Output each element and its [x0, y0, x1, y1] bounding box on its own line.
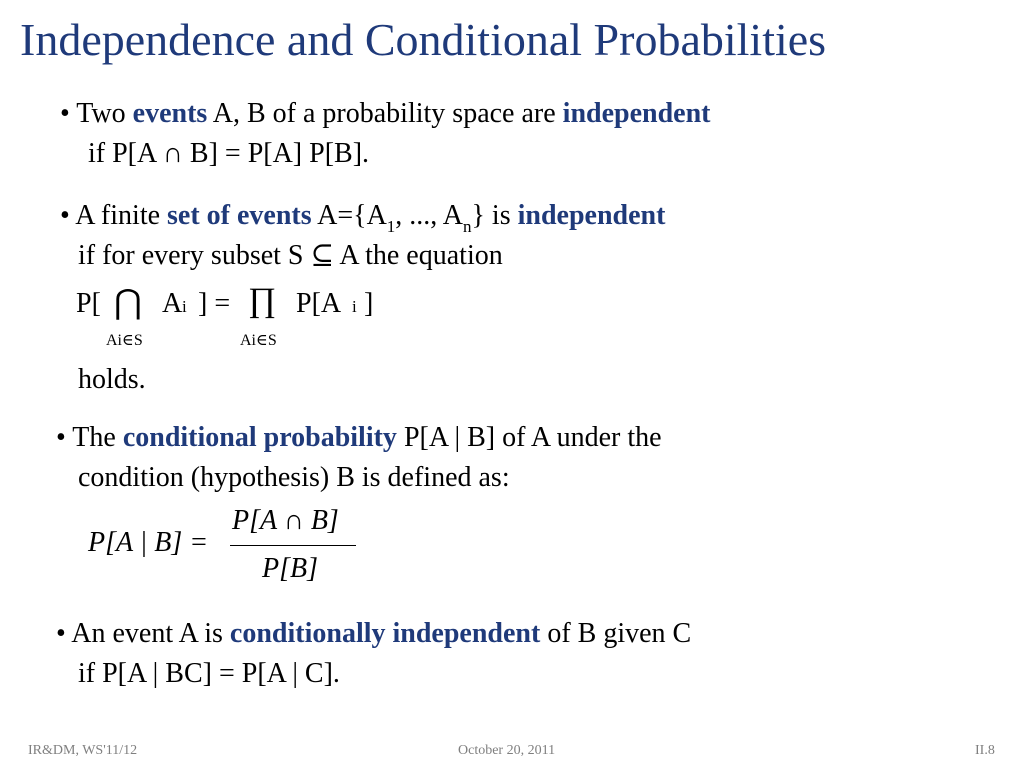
subscript: 1: [386, 217, 396, 236]
formula-numerator: P[A ∩ B]: [232, 505, 339, 536]
slide-title: Independence and Conditional Probabilities: [20, 14, 827, 65]
text: • An event A is: [56, 618, 230, 649]
text: A={A: [311, 200, 387, 231]
bullet-conditional-independence: [56, 614, 691, 654]
keyword-set-of-events: set of events: [167, 200, 312, 231]
formula-lhs: P[A | B] =: [88, 527, 209, 558]
formula-denominator: P[B]: [262, 553, 318, 584]
eq-subscript-i: i: [352, 297, 357, 316]
bullet-independent-events-line2: if P[A ∩ B] = P[A] P[B].: [88, 138, 370, 169]
fraction-bar: [230, 545, 356, 546]
keyword-independent: independent: [517, 200, 666, 231]
text: , ..., A: [395, 200, 463, 231]
subscript: n: [462, 217, 472, 236]
footer-slide-number: II.8: [975, 743, 995, 758]
keyword-independent: independent: [562, 98, 711, 129]
keyword-conditionally-independent: conditionally independent: [229, 618, 541, 649]
bullet-set-of-events-line2: if for every subset S ⊆ A the equation: [78, 240, 503, 271]
text: • A finite: [60, 200, 168, 231]
text: • The: [56, 422, 123, 453]
eq-equals: ] =: [198, 288, 231, 319]
bullet-set-of-events-line3: holds.: [78, 364, 146, 395]
big-prod-symbol: ∏: [248, 282, 276, 319]
text: of B given C: [540, 618, 692, 649]
eq-a: A: [162, 288, 183, 319]
bullet-independent-events: [60, 94, 711, 134]
cap-underscript: Ai∈S: [106, 332, 143, 349]
prod-underscript: Ai∈S: [240, 332, 277, 349]
eq-rhs: P[A: [296, 288, 342, 319]
bullet-conditional-probability: [56, 418, 662, 458]
big-cap-symbol: ⋂: [114, 284, 142, 321]
bullet-conditional-probability-line2: condition (hypothesis) B is defined as:: [78, 462, 510, 493]
text: P[A | B] of A under the: [396, 422, 662, 453]
eq-subscript-i: i: [182, 297, 187, 316]
text: } is: [471, 200, 518, 231]
text: A, B of a probability space are: [207, 98, 563, 129]
eq-rhs-close: ]: [364, 288, 374, 319]
keyword-events: events: [132, 98, 208, 129]
text: • Two: [60, 98, 133, 129]
keyword-conditional-probability: conditional probability: [122, 422, 397, 453]
eq-lhs-open: P[: [76, 288, 101, 319]
bullet-conditional-independence-line2: if P[A | BC] = P[A | C].: [78, 658, 340, 689]
footer-date: October 20, 2011: [458, 743, 556, 758]
footer-course: IR&DM, WS'11/12: [28, 743, 138, 758]
bullet-set-of-events: [60, 196, 665, 239]
